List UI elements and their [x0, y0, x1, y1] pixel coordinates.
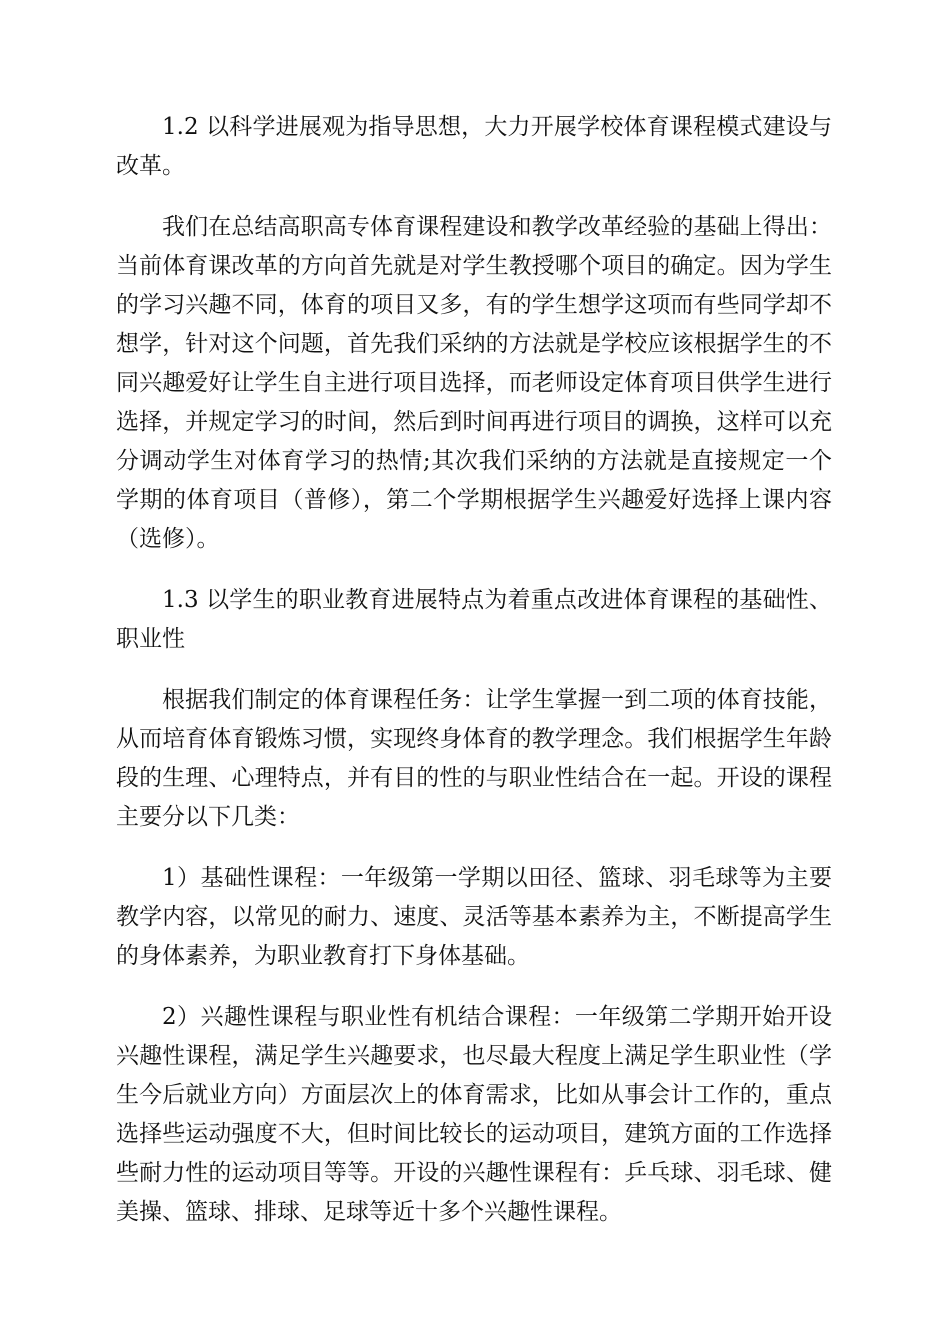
paragraph-course-tasks: 根据我们制定的体育课程任务：让学生掌握一到二项的体育技能，从而培育体育锻炼习惯，实现终身体育的教学理念。我们根据学生年龄段的生理、心理特点，并有目的性的与职业性结合在一起。开设的课程主要分以下几类：: [116, 687, 832, 830]
paragraph-course-reform: 我们在总结高职高专体育课程建设和教学改革经验的基础上得出：当前体育课改革的方向首先就是对学生教授哪个项目的确定。因为学生的学习兴趣不同，体育的项目又多，有的学生想学这项而有些同学却不想学，针对这个问题，首先我们采纳的方法就是学校应该根据学生的不同兴趣爱好让学生自主进行项目选择，而老师设定体育项目供学生进行选择，并规定学习的时间，然后到时间再进行项目的调换，这样可以充分调动学生对体育学习的热情;其次我们采纳的方法就是直接规定一个学期的体育项目（普修），第二个学期根据学生兴趣爱好选择上课内容（选修）。: [116, 214, 832, 552]
section-heading-1-3: 1.3 以学生的职业教育进展特点为着重点改进体育课程的基础性、职业性: [116, 587, 832, 652]
section-heading-1-2: 1.2 以科学进展观为指导思想，大力开展学校体育课程模式建设与改革。: [116, 114, 832, 179]
paragraph-basic-courses: 1）基础性课程：一年级第一学期以田径、篮球、羽毛球等为主要教学内容，以常见的耐力、速度、灵活等基本素养为主，不断提高学生的身体素养，为职业教育打下身体基础。: [116, 865, 832, 969]
document-body: [116, 108, 832, 1254]
paragraph-interest-courses: 2）兴趣性课程与职业性有机结合课程：一年级第二学期开始开设兴趣性课程，满足学生兴趣要求，也尽最大程度上满足学生职业性（学生今后就业方向）方面层次上的体育需求，比如从事会计工作的，重点选择些运动强度不大，但时间比较长的运动项目，建筑方面的工作选择些耐力性的运动项目等等。开设的兴趣性课程有：乒乓球、羽毛球、健美操、篮球、排球、足球等近十多个兴趣性课程。: [116, 1004, 832, 1225]
